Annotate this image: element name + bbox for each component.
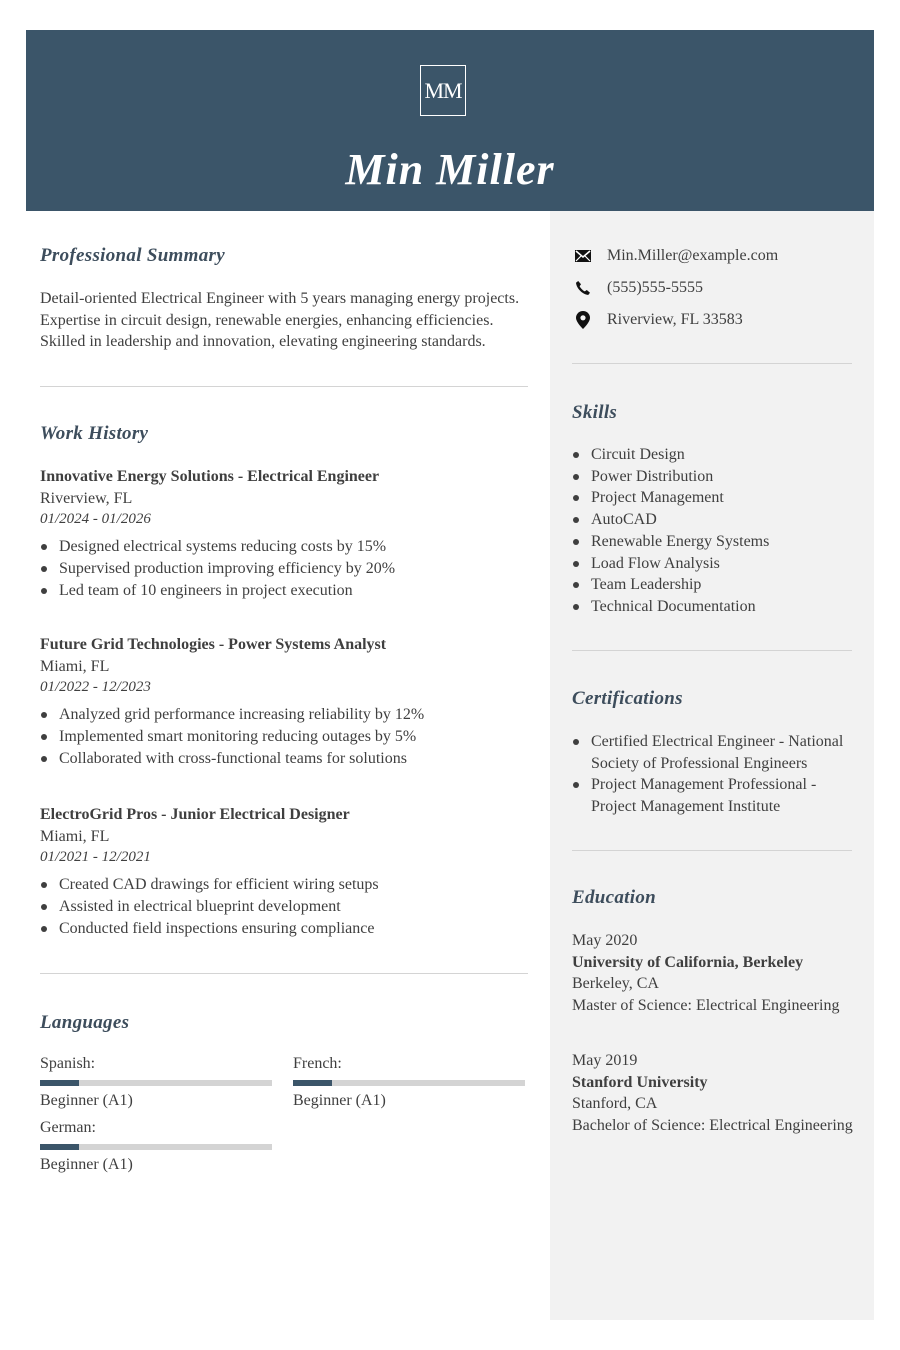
job-bullet: Analyzed grid performance increasing reliability by 12% (40, 704, 540, 726)
skill-item: Renewable Energy Systems (572, 531, 852, 553)
job-bullet: Implemented smart monitoring reducing outages by 5% (40, 726, 540, 748)
summary-line: Expertise in circuit design, renewable energies, enhancing efficiencies. (40, 311, 494, 329)
education-degree: Master of Science: Electrical Engineering (572, 997, 840, 1015)
education-degree: Bachelor of Science: Electrical Engineering (572, 1117, 853, 1135)
skill-item: Technical Documentation (572, 596, 852, 618)
contact-email[interactable] (574, 245, 778, 267)
job-bullets (40, 874, 540, 939)
job-entry (40, 466, 540, 601)
job-location: Miami, FL (40, 657, 110, 675)
job-title: Future Grid Technologies - Power Systems Analyst (40, 636, 387, 653)
language-level: Beginner (A1) (40, 1092, 133, 1109)
education-school: Stanford University (572, 1073, 708, 1091)
phone-text: (555)555-5555 (607, 279, 703, 296)
job-bullet: Led team of 10 engineers in project execution (40, 580, 540, 602)
resume-page (26, 30, 874, 1320)
section-divider (572, 850, 852, 851)
section-divider (40, 386, 528, 387)
mail-icon (574, 247, 592, 265)
certifications-heading: Certifications (572, 688, 683, 709)
job-bullets (40, 536, 540, 601)
education-heading: Education (572, 887, 656, 908)
skills-list (572, 444, 852, 618)
certification-line: Certified Electrical Engineer - National (591, 733, 844, 750)
certification-item (572, 774, 862, 817)
job-location: Riverview, FL (40, 489, 133, 507)
job-bullet: Designed electrical systems reducing costs by 15% (40, 536, 540, 558)
job-entry (40, 804, 540, 939)
email-text: Min.Miller@example.com (607, 247, 779, 264)
language-name: German: (40, 1119, 96, 1136)
education-date: May 2020 (572, 932, 638, 949)
education-school: University of California, Berkeley (572, 953, 804, 971)
work-history-heading: Work History (40, 423, 149, 444)
skill-item: Team Leadership (572, 574, 852, 596)
skill-item: AutoCAD (572, 509, 852, 531)
skill-item: Circuit Design (572, 444, 852, 466)
location-pin-icon (574, 311, 592, 329)
phone-icon (574, 279, 592, 297)
job-title: ElectroGrid Pros - Junior Electrical Designer (40, 806, 350, 823)
language-item (40, 1117, 272, 1175)
language-level: Beginner (A1) (40, 1156, 133, 1173)
skill-item: Load Flow Analysis (572, 553, 852, 575)
job-bullet: Conducted field inspections ensuring compliance (40, 918, 540, 940)
job-bullets (40, 704, 540, 769)
resume-header (26, 30, 874, 211)
language-proficiency-fill (293, 1080, 332, 1086)
summary-line: Detail-oriented Electrical Engineer with 5 years managing energy projects. (40, 290, 520, 307)
summary-text (40, 288, 540, 353)
skills-heading: Skills (572, 402, 618, 423)
contact-address (574, 309, 743, 331)
language-proficiency-bar (293, 1080, 525, 1086)
education-date: May 2019 (572, 1052, 638, 1069)
address-text: Riverview, FL 33583 (607, 311, 743, 328)
language-name: French: (293, 1055, 342, 1072)
job-location: Miami, FL (40, 827, 110, 845)
section-divider (572, 650, 852, 651)
education-entry (572, 1050, 862, 1137)
job-bullet: Collaborated with cross-functional teams for solutions (40, 748, 540, 770)
language-proficiency-fill (40, 1144, 79, 1150)
certifications-list (572, 731, 862, 818)
job-bullet: Assisted in electrical blueprint development (40, 896, 540, 918)
language-proficiency-bar (40, 1144, 272, 1150)
job-dates: 01/2021 - 12/2021 (40, 849, 151, 866)
education-entry (572, 930, 862, 1017)
language-level: Beginner (A1) (293, 1092, 386, 1109)
job-dates: 01/2024 - 01/2026 (40, 511, 151, 528)
certification-item (572, 731, 862, 774)
section-divider (40, 973, 528, 974)
education-location: Stanford, CA (572, 1095, 658, 1113)
languages-heading: Languages (40, 1012, 130, 1033)
language-item (293, 1053, 525, 1111)
language-name: Spanish: (40, 1055, 96, 1072)
job-entry (40, 634, 540, 769)
summary-line: Skilled in leadership and innovation, elevating engineering standards. (40, 333, 486, 351)
certification-line: Project Management Institute (591, 798, 781, 816)
job-bullet: Created CAD drawings for efficient wiring setups (40, 874, 540, 896)
certification-line: Society of Professional Engineers (591, 754, 808, 772)
certification-line: Project Management Professional - (591, 776, 817, 794)
language-proficiency-fill (40, 1080, 79, 1086)
job-title: Innovative Energy Solutions - Electrical Engineer (40, 468, 380, 485)
monogram: MM (420, 65, 466, 116)
section-divider (572, 363, 852, 364)
job-dates: 01/2022 - 12/2023 (40, 679, 151, 696)
skill-item: Project Management (572, 487, 852, 509)
language-item (40, 1053, 272, 1111)
summary-heading: Professional Summary (40, 245, 225, 266)
skill-item: Power Distribution (572, 466, 852, 488)
contact-phone[interactable] (574, 277, 703, 299)
education-location: Berkeley, CA (572, 975, 659, 993)
language-proficiency-bar (40, 1080, 272, 1086)
candidate-name: Min Miller (345, 145, 555, 194)
job-bullet: Supervised production improving efficiency by 20% (40, 558, 540, 580)
